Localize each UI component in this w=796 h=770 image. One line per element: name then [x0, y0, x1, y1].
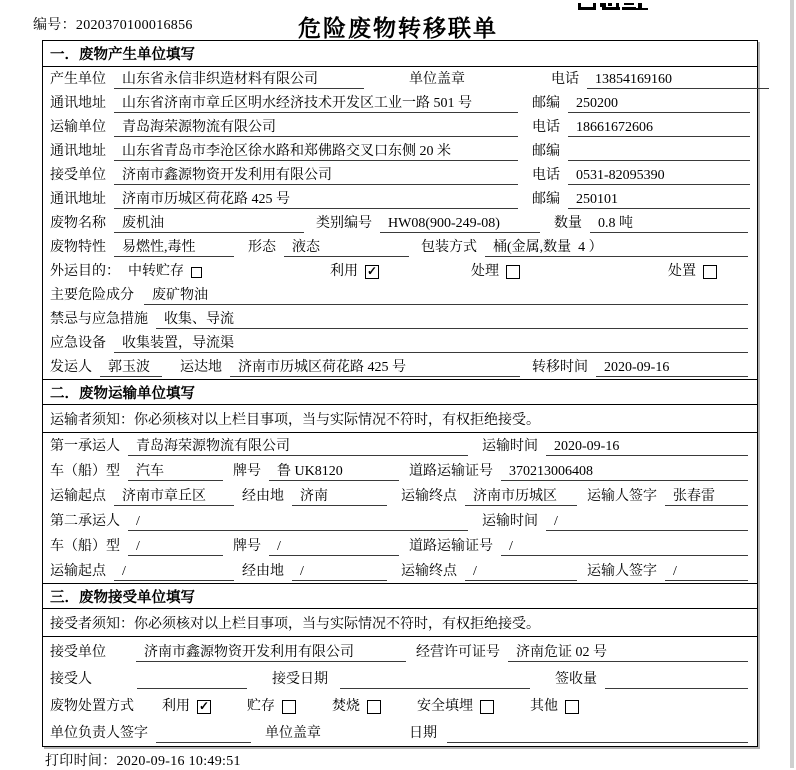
field-value: 2020-09-16: [546, 437, 748, 456]
field-value: 0531-82095390: [568, 166, 750, 185]
checkbox-icon: [703, 265, 717, 279]
field-label: 邮编: [532, 144, 560, 159]
field-value: 370213006408: [501, 462, 748, 481]
field-value: /: [546, 512, 748, 531]
section-header-receiver: 三．废物接受单位填写: [43, 583, 757, 609]
form-row: [43, 637, 757, 664]
field-value: 济南市章丘区: [114, 487, 234, 506]
checkbox-icon: [282, 700, 296, 714]
form-row: [43, 115, 757, 139]
field-value: 收集装置，导流渠: [114, 334, 748, 353]
doc-number-label: 编号：: [33, 18, 76, 33]
form-row: [43, 139, 757, 163]
receiver-notice: 接受者须知：你必须核对以上栏目事项，当与实际情况不符时，有权拒绝接受。: [43, 609, 757, 637]
form-row: [43, 355, 757, 379]
field-label: 发运人: [50, 360, 92, 375]
field-value: HW08(900-249-08): [380, 214, 540, 233]
field-label: 电话: [532, 120, 560, 135]
doc-number-value: 2020370100016856: [75, 18, 193, 33]
field-label: 经营许可证号: [416, 645, 500, 660]
field-value: 废机油: [114, 214, 304, 233]
section-header-producer: 一．废物产生单位填写: [43, 41, 757, 67]
field-value: 山东省永信非织造材料有限公司: [114, 70, 364, 89]
field-label: 转移时间: [532, 360, 588, 375]
form-row: [43, 259, 757, 283]
field-value: /: [501, 537, 748, 556]
checkbox-label: 贮存: [247, 699, 275, 714]
print-time-value: 2020-09-16 10:49:51: [116, 754, 241, 769]
checkbox-group: [471, 262, 520, 281]
field-value: 济南危证 02 号: [508, 643, 748, 662]
field-label: 包装方式: [421, 240, 477, 255]
checkbox-icon: [191, 267, 202, 278]
field-value: 张春雷: [665, 487, 748, 506]
field-label: 运输人签字: [587, 564, 657, 579]
field-label: 运输时间: [482, 439, 538, 454]
field-value: /: [292, 562, 387, 581]
field-label: 运输时间: [482, 514, 538, 529]
field-label: 运输人签字: [587, 489, 657, 504]
field-value: 青岛海荣源物流有限公司: [128, 437, 468, 456]
document-header: [33, 10, 763, 41]
form-row: [43, 433, 757, 458]
field-label: 接受单位: [50, 168, 106, 183]
field-value: [156, 724, 251, 743]
checkbox-group: [162, 697, 211, 716]
field-value: 2020-09-16: [596, 358, 748, 377]
field-value: 济南市鑫源物资开发利用有限公司: [114, 166, 518, 185]
checkbox-label: 利用: [330, 264, 358, 279]
field-label: 运输起点: [50, 564, 106, 579]
checkbox-icon: [506, 265, 520, 279]
field-label: 车（船）型: [50, 464, 120, 479]
transporter-notice: 运输者须知：你必须核对以上栏目事项，当与实际情况不符时，有权拒绝接受。: [43, 405, 757, 433]
field-value: /: [665, 562, 748, 581]
field-value: 汽车: [128, 462, 223, 481]
field-label: 运输起点: [50, 489, 106, 504]
form-row: [43, 718, 757, 745]
field-value: 鲁 UK8120: [269, 462, 399, 481]
checkbox-label: 其他: [530, 699, 558, 714]
checkbox-group: [668, 262, 717, 281]
field-value: /: [128, 537, 223, 556]
field-label: 牌号: [233, 464, 261, 479]
field-label: 产生单位: [50, 72, 106, 87]
field-value: [605, 670, 748, 689]
checkbox-group: [247, 697, 296, 716]
checkbox-label: 焚烧: [332, 699, 360, 714]
field-label: 经由地: [242, 564, 284, 579]
print-time-label: 打印时间：: [45, 754, 117, 769]
form-row: [43, 67, 757, 91]
field-value: 济南市鑫源物资开发利用有限公司: [136, 643, 406, 662]
field-value: /: [465, 562, 577, 581]
field-value: 18661672606: [568, 118, 750, 137]
field-value: 济南市历城区: [465, 487, 577, 506]
field-value: 桶(金属,数量 4 ）: [485, 238, 748, 257]
static-text: 单位盖章: [265, 726, 321, 741]
section-transporter-rows: [43, 433, 757, 583]
form-row: [43, 91, 757, 115]
field-value: 250200: [568, 94, 750, 113]
field-label: 接受单位: [50, 645, 106, 660]
field-value: [447, 724, 748, 743]
field-value: 济南市历城区荷花路 425 号: [114, 190, 518, 209]
checkbox-label: 处理: [471, 264, 499, 279]
checkbox-icon: [480, 700, 494, 714]
form-row: [43, 533, 757, 558]
checkbox-checked-icon: ✓: [366, 263, 378, 278]
form-row: [43, 331, 757, 355]
field-value: 0.8 吨: [590, 214, 748, 233]
field-label: 外运目的：: [50, 264, 120, 279]
checkbox-label: 安全填埋: [417, 699, 473, 714]
field-value: 青岛海荣源物流有限公司: [114, 118, 518, 137]
print-time: [45, 750, 241, 770]
field-label: 运输单位: [50, 120, 106, 135]
field-label: 接受日期: [272, 672, 328, 687]
section-header-transporter: 二．废物运输单位填写: [43, 379, 757, 405]
field-label: 第二承运人: [50, 514, 120, 529]
page-edge-line: [790, 0, 794, 768]
field-label: 单位负责人签字: [50, 726, 148, 741]
field-label: 邮编: [532, 192, 560, 207]
field-label: 电话: [532, 168, 560, 183]
form-row: [43, 187, 757, 211]
field-label: 废物特性: [50, 240, 106, 255]
section-producer-rows: [43, 67, 757, 379]
checkbox-label: 中转贮存: [128, 264, 184, 279]
form-row: [43, 283, 757, 307]
checkbox-label: 处置: [668, 264, 696, 279]
checkbox-group: [330, 262, 379, 281]
field-label: 牌号: [233, 539, 261, 554]
field-label: 邮编: [532, 96, 560, 111]
field-value: /: [269, 537, 399, 556]
field-value: 山东省济南市章丘区明水经济技术开发区工业一路 501 号: [114, 94, 518, 113]
field-value: 山东省青岛市李沧区徐水路和郑佛路交叉口东侧 20 米: [114, 142, 518, 161]
field-value: /: [128, 512, 468, 531]
field-label: 运输终点: [401, 564, 457, 579]
field-value: 收集、导流: [156, 310, 748, 329]
form-row: [43, 691, 757, 718]
field-value: /: [114, 562, 234, 581]
field-label: 道路运输证号: [409, 464, 493, 479]
field-label: 通讯地址: [50, 192, 106, 207]
form-row: [43, 163, 757, 187]
checkbox-icon: [565, 700, 579, 714]
field-value: 济南市历城区荷花路 425 号: [230, 358, 520, 377]
field-label: 接受人: [50, 672, 92, 687]
section-receiver-rows: [43, 637, 757, 745]
form-row: [43, 211, 757, 235]
form-row: [43, 235, 757, 259]
field-label: 通讯地址: [50, 144, 106, 159]
field-label: 日期: [409, 726, 437, 741]
field-label: 废物名称: [50, 216, 106, 231]
field-label: 车（船）型: [50, 539, 120, 554]
field-value: 郭玉波: [100, 358, 162, 377]
field-label: 道路运输证号: [409, 539, 493, 554]
field-label: 废物处置方式: [50, 699, 134, 714]
field-label: 禁忌与应急措施: [50, 312, 148, 327]
page-title: 危险废物转移联单: [298, 16, 498, 41]
form-row: [43, 307, 757, 331]
checkbox-label: 利用: [162, 699, 190, 714]
static-text: 单位盖章: [409, 72, 465, 87]
field-label: 经由地: [242, 489, 284, 504]
field-value: 13854169160: [587, 70, 769, 89]
field-label: 签收量: [555, 672, 597, 687]
checkbox-group: [332, 697, 381, 716]
field-value: [340, 670, 530, 689]
checkbox-group: [530, 697, 579, 716]
field-label: 通讯地址: [50, 96, 106, 111]
field-value: 250101: [568, 190, 750, 209]
field-label: 运达地: [180, 360, 222, 375]
field-value: 废矿物油: [144, 286, 748, 305]
checkbox-checked-icon: ✓: [198, 698, 210, 713]
form-row: [43, 458, 757, 483]
form-row: [43, 558, 757, 583]
form-row: [43, 483, 757, 508]
checkbox-icon: [367, 700, 381, 714]
field-label: 类别编号: [316, 216, 372, 231]
field-value: [137, 670, 247, 689]
checkbox-group: [417, 697, 494, 716]
field-value: [568, 142, 750, 161]
field-label: 电话: [551, 72, 579, 87]
form-row: [43, 664, 757, 691]
form-row: [43, 508, 757, 533]
field-label: 数量: [554, 216, 582, 231]
waste-transfer-form: [42, 40, 758, 747]
field-label: 主要危险成分: [50, 288, 134, 303]
field-value: 易燃性,毒性: [114, 238, 234, 257]
checkbox-group: [128, 262, 202, 281]
field-label: 第一承运人: [50, 439, 120, 454]
field-value: 济南: [292, 487, 387, 506]
field-label: 形态: [248, 240, 276, 255]
field-label: 应急设备: [50, 336, 106, 351]
field-value: 液态: [284, 238, 409, 257]
field-label: 运输终点: [401, 489, 457, 504]
